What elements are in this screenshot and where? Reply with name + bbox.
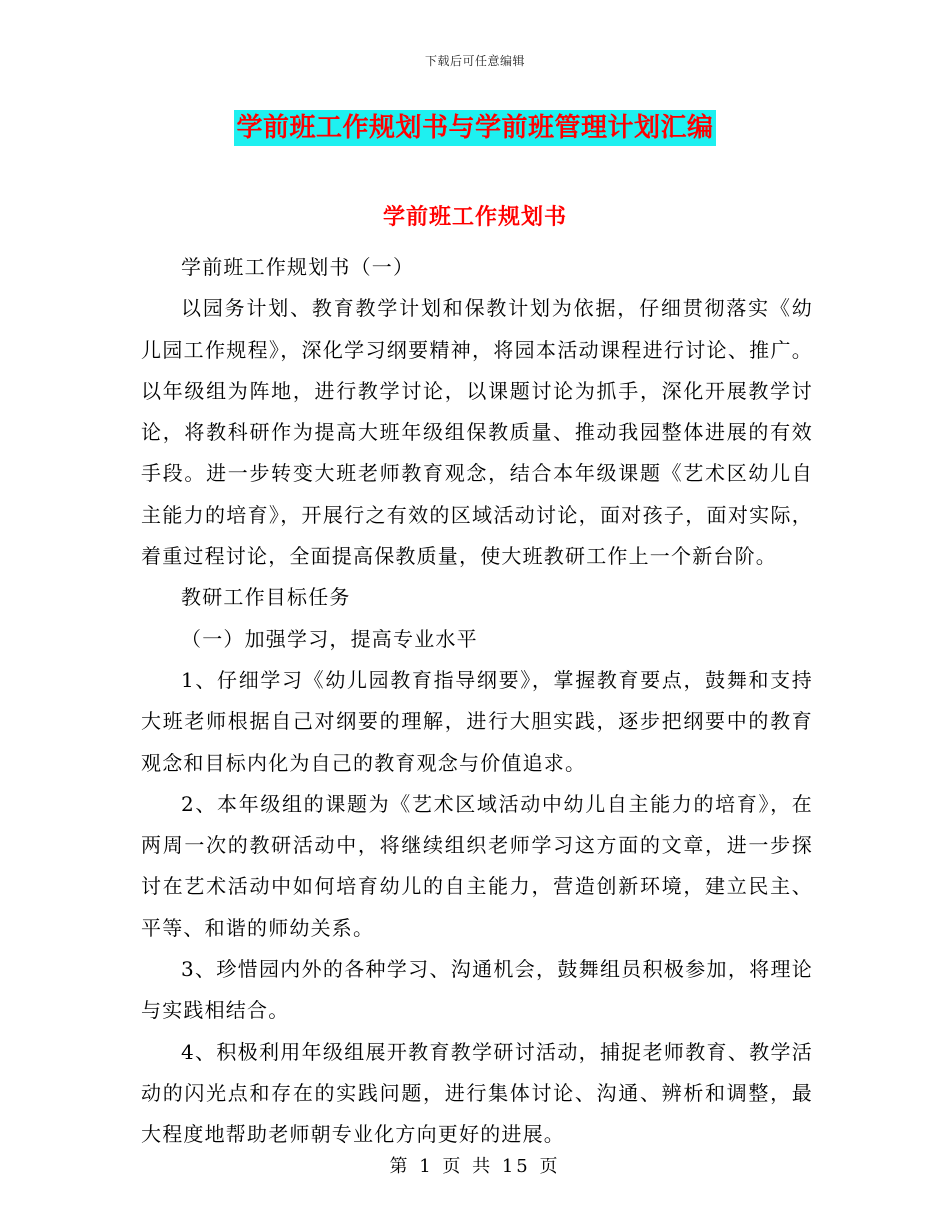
paragraph: 以园务计划、教育教学计划和保教计划为依据，仔细贯彻落实《幼儿园工作规程》，深化学习纲要精神，将园本活动课程进行讨论、推广。以年级组为阵地，进行教学讨论，以课题讨论为抓手，深化开展教学讨论，将教科研作为提高大班年级组保教质量、推动我园整体进展的有效手段。进一步转变大班老师教育观念，结合本年级课题《艺术区幼儿自主能力的培育》，开展行之有效的区域活动讨论，面对孩子，面对实际，着重过程讨论，全面提高保教质量，使大班教研工作上一个新台阶。 [141, 296, 813, 569]
section-title: 学前班工作规划书 [382, 205, 567, 230]
paragraph: 3、珍惜园内外的各种学习、沟通机会，鼓舞组员积极参加，将理论与实践相结合。 [141, 957, 813, 1023]
paragraph: 学前班工作规划书（一） [181, 255, 415, 279]
paragraph: 教研工作目标任务 [181, 585, 351, 610]
paragraph: （一）加强学习，提高专业水平 [181, 626, 478, 651]
page-footer: 第 1 页 共 15 页 [389, 1156, 561, 1177]
doc-title-wrap [0, 110, 950, 146]
doc-title: 学前班工作规划书与学前班管理计划汇编 [234, 110, 715, 146]
paragraph: 1、仔细学习《幼儿园教育指导纲要》，掌握教育要点，鼓舞和支持大班老师根据自己对纲要的理解，进行大胆实践，逐步把纲要中的教育观念和目标内化为自己的教育观念与价值追求。 [141, 667, 813, 775]
body-text [141, 247, 813, 1156]
paragraph: 4、积极利用年级组展开教育教学研讨活动，捕捉老师教育、教学活动的闪光点和存在的实践问题，进行集体讨论、沟通、辨析和调整，最大程度地帮助老师朝专业化方向更好的进展。 [141, 1039, 813, 1147]
header-note: 下载后可任意编辑 [424, 54, 525, 68]
paragraph: 2、本年级组的课题为《艺术区域活动中幼儿自主能力的培育》，在两周一次的教研活动中，将继续组织老师学习这方面的文章，进一步探讨在艺术活动中如何培育幼儿的自主能力，营造创新环境，建立民主、平等、和谐的师幼关系。 [141, 791, 813, 940]
